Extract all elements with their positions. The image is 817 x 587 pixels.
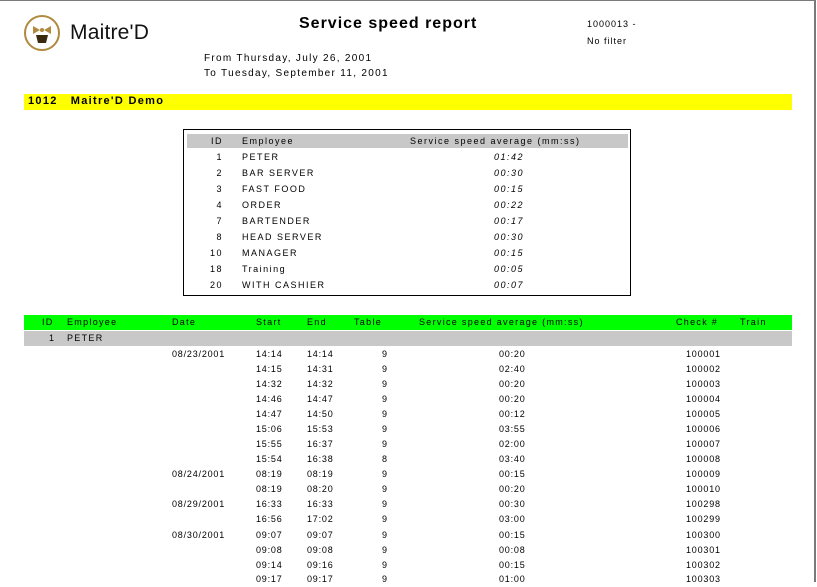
summary-employee: MANAGER bbox=[242, 248, 299, 258]
summary-id: 8 bbox=[216, 232, 223, 242]
detail-header-avg: Service speed average (mm:ss) bbox=[419, 317, 584, 327]
detail-check: 100006 bbox=[686, 424, 721, 434]
summary-header-employee: Employee bbox=[242, 136, 295, 146]
detail-row bbox=[24, 528, 792, 543]
detail-start: 09:08 bbox=[256, 545, 283, 555]
summary-id: 4 bbox=[216, 200, 223, 210]
page-right-border bbox=[814, 0, 816, 582]
detail-check: 100007 bbox=[686, 439, 721, 449]
summary-id: 7 bbox=[216, 216, 223, 226]
summary-employee: Training bbox=[242, 264, 287, 274]
date-range-from: From Thursday, July 26, 2001 bbox=[204, 53, 373, 64]
detail-start: 15:55 bbox=[256, 439, 283, 449]
detail-avg: 00:20 bbox=[499, 349, 526, 359]
summary-table bbox=[183, 129, 631, 296]
detail-table: 8 bbox=[382, 454, 388, 464]
detail-avg: 00:12 bbox=[499, 409, 526, 419]
detail-table: 9 bbox=[382, 424, 388, 434]
summary-avg: 00:30 bbox=[494, 168, 525, 178]
summary-employee: FAST FOOD bbox=[242, 184, 307, 194]
summary-header-row bbox=[187, 134, 628, 148]
detail-table: 9 bbox=[382, 560, 388, 570]
detail-header-date: Date bbox=[172, 317, 197, 327]
store-banner bbox=[24, 94, 792, 110]
detail-avg: 01:00 bbox=[499, 574, 526, 584]
detail-end: 14:14 bbox=[307, 349, 334, 359]
detail-table: 9 bbox=[382, 469, 388, 479]
detail-end: 16:37 bbox=[307, 439, 334, 449]
employee-group-row bbox=[24, 331, 792, 346]
detail-start: 08:19 bbox=[256, 484, 283, 494]
detail-check: 100299 bbox=[686, 514, 721, 524]
summary-id: 3 bbox=[216, 184, 223, 194]
detail-end: 09:16 bbox=[307, 560, 334, 570]
logo-text: Maitre'D bbox=[70, 21, 150, 44]
summary-avg: 01:42 bbox=[494, 152, 525, 162]
detail-row bbox=[24, 558, 792, 573]
detail-row bbox=[24, 512, 792, 527]
detail-table: 9 bbox=[382, 409, 388, 419]
detail-check: 100010 bbox=[686, 484, 721, 494]
detail-avg: 03:00 bbox=[499, 514, 526, 524]
summary-avg: 00:17 bbox=[494, 216, 525, 226]
detail-start: 14:46 bbox=[256, 394, 283, 404]
detail-end: 09:07 bbox=[307, 530, 334, 540]
detail-end: 08:19 bbox=[307, 469, 334, 479]
detail-start: 09:14 bbox=[256, 560, 283, 570]
report-id: 1000013 - bbox=[587, 19, 637, 29]
detail-avg: 02:40 bbox=[499, 364, 526, 374]
detail-row bbox=[24, 392, 792, 407]
summary-header-avg: Service speed average (mm:ss) bbox=[410, 136, 581, 146]
detail-avg: 00:30 bbox=[499, 499, 526, 509]
detail-date: 08/30/2001 bbox=[172, 530, 226, 540]
detail-end: 09:08 bbox=[307, 545, 334, 555]
detail-table: 9 bbox=[382, 530, 388, 540]
detail-table: 9 bbox=[382, 439, 388, 449]
report-filter: No filter bbox=[587, 36, 628, 46]
summary-id: 1 bbox=[216, 152, 223, 162]
detail-date: 08/24/2001 bbox=[172, 469, 226, 479]
detail-table: 9 bbox=[382, 545, 388, 555]
summary-row bbox=[187, 230, 628, 246]
detail-row bbox=[24, 572, 792, 587]
group-employee: PETER bbox=[67, 333, 104, 343]
summary-header-id: ID bbox=[211, 136, 223, 146]
detail-end: 09:17 bbox=[307, 574, 334, 584]
detail-end: 15:53 bbox=[307, 424, 334, 434]
summary-row bbox=[187, 262, 628, 278]
detail-check: 100298 bbox=[686, 499, 721, 509]
detail-avg: 00:20 bbox=[499, 394, 526, 404]
detail-row bbox=[24, 497, 792, 512]
detail-row bbox=[24, 362, 792, 377]
detail-table: 9 bbox=[382, 514, 388, 524]
detail-date: 08/23/2001 bbox=[172, 349, 226, 359]
detail-start: 14:15 bbox=[256, 364, 283, 374]
detail-check: 100009 bbox=[686, 469, 721, 479]
detail-start: 15:06 bbox=[256, 424, 283, 434]
summary-row bbox=[187, 150, 628, 166]
summary-id: 2 bbox=[216, 168, 223, 178]
summary-avg: 00:05 bbox=[494, 264, 525, 274]
detail-start: 15:54 bbox=[256, 454, 283, 464]
detail-header-start: Start bbox=[256, 317, 282, 327]
summary-row bbox=[187, 166, 628, 182]
detail-avg: 03:55 bbox=[499, 424, 526, 434]
detail-start: 08:19 bbox=[256, 469, 283, 479]
summary-employee: WITH CASHIER bbox=[242, 280, 326, 290]
detail-check: 100004 bbox=[686, 394, 721, 404]
detail-header-employee: Employee bbox=[67, 317, 118, 327]
detail-check: 100300 bbox=[686, 530, 721, 540]
detail-avg: 00:20 bbox=[499, 379, 526, 389]
detail-check: 100302 bbox=[686, 560, 721, 570]
detail-row bbox=[24, 543, 792, 558]
detail-table: 9 bbox=[382, 484, 388, 494]
summary-row bbox=[187, 198, 628, 214]
detail-check: 100001 bbox=[686, 349, 721, 359]
detail-start: 14:47 bbox=[256, 409, 283, 419]
detail-check: 100005 bbox=[686, 409, 721, 419]
detail-end: 14:31 bbox=[307, 364, 334, 374]
detail-end: 14:47 bbox=[307, 394, 334, 404]
summary-avg: 00:07 bbox=[494, 280, 525, 290]
detail-end: 14:50 bbox=[307, 409, 334, 419]
date-range-to: To Tuesday, September 11, 2001 bbox=[204, 68, 389, 79]
summary-id: 20 bbox=[209, 280, 223, 290]
detail-table: 9 bbox=[382, 364, 388, 374]
summary-employee: HEAD SERVER bbox=[242, 232, 323, 242]
summary-row bbox=[187, 214, 628, 230]
detail-table: 9 bbox=[382, 379, 388, 389]
detail-check: 100003 bbox=[686, 379, 721, 389]
summary-employee: BAR SERVER bbox=[242, 168, 315, 178]
summary-avg: 00:15 bbox=[494, 248, 525, 258]
summary-avg: 00:30 bbox=[494, 232, 525, 242]
detail-avg: 00:08 bbox=[499, 545, 526, 555]
detail-row bbox=[24, 452, 792, 467]
detail-avg: 00:15 bbox=[499, 560, 526, 570]
summary-employee: PETER bbox=[242, 152, 280, 162]
detail-table: 9 bbox=[382, 499, 388, 509]
detail-avg: 00:15 bbox=[499, 530, 526, 540]
detail-header-row bbox=[24, 315, 792, 330]
summary-avg: 00:22 bbox=[494, 200, 525, 210]
detail-row bbox=[24, 407, 792, 422]
detail-check: 100002 bbox=[686, 364, 721, 374]
detail-row bbox=[24, 467, 792, 482]
detail-avg: 03:40 bbox=[499, 454, 526, 464]
page-top-border bbox=[0, 0, 815, 1]
detail-row bbox=[24, 437, 792, 452]
detail-table: 9 bbox=[382, 574, 388, 584]
detail-check: 100008 bbox=[686, 454, 721, 464]
summary-employee: ORDER bbox=[242, 200, 283, 210]
detail-start: 14:14 bbox=[256, 349, 283, 359]
detail-end: 16:38 bbox=[307, 454, 334, 464]
detail-date: 08/29/2001 bbox=[172, 499, 226, 509]
detail-check: 100303 bbox=[686, 574, 721, 584]
summary-avg: 00:15 bbox=[494, 184, 525, 194]
maitred-logo bbox=[24, 15, 149, 51]
detail-table: 9 bbox=[382, 394, 388, 404]
summary-id: 10 bbox=[209, 248, 223, 258]
summary-id: 18 bbox=[209, 264, 223, 274]
detail-avg: 02:00 bbox=[499, 439, 526, 449]
group-id: 1 bbox=[49, 333, 56, 343]
report-title: Service speed report bbox=[299, 15, 478, 32]
detail-start: 14:32 bbox=[256, 379, 283, 389]
detail-table: 9 bbox=[382, 349, 388, 359]
detail-header-table: Table bbox=[354, 317, 383, 327]
detail-header-id: ID bbox=[42, 317, 54, 327]
summary-row bbox=[187, 246, 628, 262]
detail-end: 16:33 bbox=[307, 499, 334, 509]
detail-row bbox=[24, 422, 792, 437]
store-label: 1012 Maitre'D Demo bbox=[28, 95, 165, 107]
detail-header-check: Check # bbox=[676, 317, 719, 327]
summary-employee: BARTENDER bbox=[242, 216, 311, 226]
detail-end: 14:32 bbox=[307, 379, 334, 389]
detail-avg: 00:15 bbox=[499, 469, 526, 479]
detail-start: 16:33 bbox=[256, 499, 283, 509]
detail-start: 09:07 bbox=[256, 530, 283, 540]
detail-header-end: End bbox=[307, 317, 327, 327]
detail-end: 17:02 bbox=[307, 514, 334, 524]
summary-row bbox=[187, 278, 628, 294]
detail-row bbox=[24, 482, 792, 497]
detail-avg: 00:20 bbox=[499, 484, 526, 494]
summary-row bbox=[187, 182, 628, 198]
detail-start: 09:17 bbox=[256, 574, 283, 584]
detail-end: 08:20 bbox=[307, 484, 334, 494]
detail-row bbox=[24, 377, 792, 392]
detail-start: 16:56 bbox=[256, 514, 283, 524]
detail-header-train: Train bbox=[740, 317, 767, 327]
detail-check: 100301 bbox=[686, 545, 721, 555]
waiter-bowtie-icon bbox=[24, 15, 60, 51]
detail-row bbox=[24, 347, 792, 362]
